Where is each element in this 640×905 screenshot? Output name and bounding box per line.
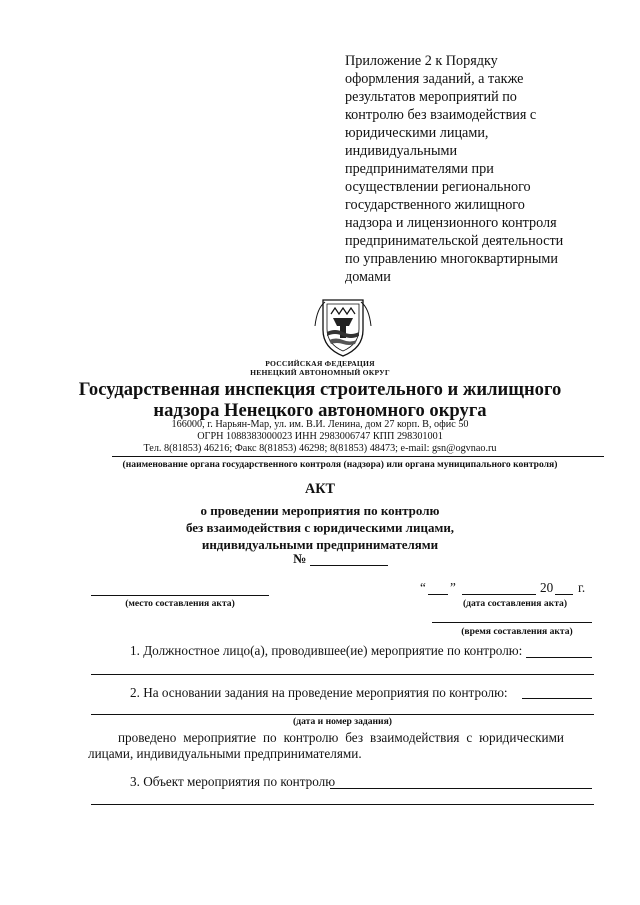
appendix-line: предпринимателями при (345, 161, 494, 177)
appendix-note (345, 52, 600, 286)
day-field[interactable] (428, 594, 448, 595)
appendix-line: осуществлении регионального (345, 179, 531, 195)
task-caption: (дата и номер задания) (293, 716, 392, 727)
time-caption: (время составления акта) (461, 626, 573, 637)
item-2-label: 2. На основании задания на проведение мероприятия по контролю: (130, 685, 508, 700)
item-3-field[interactable] (330, 788, 592, 789)
date-quote-open: “ (420, 580, 426, 595)
coat-of-arms-icon (309, 296, 377, 358)
date-quote-close: ” (450, 580, 456, 595)
organ-caption: (наименование органа государственного контроля (надзора) или органа муниципального контроля) (122, 459, 558, 470)
item-3-label: 3. Объект мероприятия по контролю (130, 774, 336, 789)
year-field[interactable] (555, 594, 573, 595)
organization-line: Государственная инспекция строительного и жилищного (78, 379, 562, 400)
appendix-line: домами (345, 269, 391, 285)
appendix-line: индивидуальными (345, 143, 458, 159)
appendix-line: по управлению многоквартирными (345, 251, 558, 267)
month-field[interactable] (462, 594, 536, 595)
act-subtitle-line: без взаимодействия с юридическими лицами, (185, 520, 455, 535)
appendix-line: контролю без взаимодействия с (345, 107, 537, 123)
act-number-label: № (293, 551, 307, 566)
appendix-line: результатов мероприятий по (345, 89, 517, 105)
time-field[interactable] (432, 622, 592, 623)
date-caption: (дата составления акта) (462, 598, 568, 609)
appendix-line: оформления заданий, а также (345, 71, 524, 87)
place-field[interactable] (91, 595, 269, 596)
organization-address (0, 419, 640, 455)
act-subtitle-line: индивидуальными предпринимателями (201, 537, 439, 552)
contacts-line: Тел. 8(81853) 46216; Факс 8(81853) 46298; 8(81853) 48473; e-mail: gsn@ogvnao.ru (143, 443, 497, 454)
header-rule (112, 456, 604, 457)
item-1-field[interactable] (526, 657, 592, 658)
organization-line: надзора Ненецкого автономного округа (153, 400, 487, 421)
act-number-field[interactable] (310, 565, 388, 566)
act-title: АКТ (305, 481, 335, 497)
appendix-line: предпринимательской деятельности (345, 233, 564, 249)
conducted-text: проведено мероприятие по контролю без взаимодействия с юридическими лицами, индивидуальными предпринимателями. (88, 730, 564, 761)
region-line: НЕНЕЦКИЙ АВТОНОМНЫЙ ОКРУГ (250, 367, 390, 377)
appendix-line: Приложение 2 к Порядку (345, 53, 498, 69)
year-suffix: г. (578, 580, 586, 595)
ogrn-line: ОГРН 1088383000023 ИНН 2983006747 КПП 298301001 (197, 431, 443, 442)
appendix-line: государственного жилищного (345, 197, 525, 213)
act-subtitle (0, 502, 640, 553)
appendix-line: юридическими лицами, (345, 125, 489, 141)
item-3-field-line[interactable] (91, 804, 594, 805)
country-region-caption (0, 360, 640, 377)
place-caption: (место составления акта) (125, 598, 235, 609)
address-line: 166000, г. Нарьян-Мар, ул. им. В.И. Ленина, дом 27 корп. В, офис 50 (171, 419, 469, 430)
organization-name (0, 379, 640, 421)
item-1-label: 1. Должностное лицо(а), проводившее(ие) мероприятие по контролю: (130, 643, 523, 658)
appendix-line: надзора и лицензионного контроля (345, 215, 557, 231)
item-1-field-line[interactable] (91, 674, 594, 675)
rf-line: РОССИЙСКАЯ ФЕДЕРАЦИЯ (265, 359, 375, 368)
year-prefix: 20 (540, 580, 554, 595)
item-2-field[interactable] (522, 698, 592, 699)
task-field[interactable] (91, 714, 594, 715)
act-subtitle-line: о проведении мероприятия по контролю (200, 503, 440, 518)
